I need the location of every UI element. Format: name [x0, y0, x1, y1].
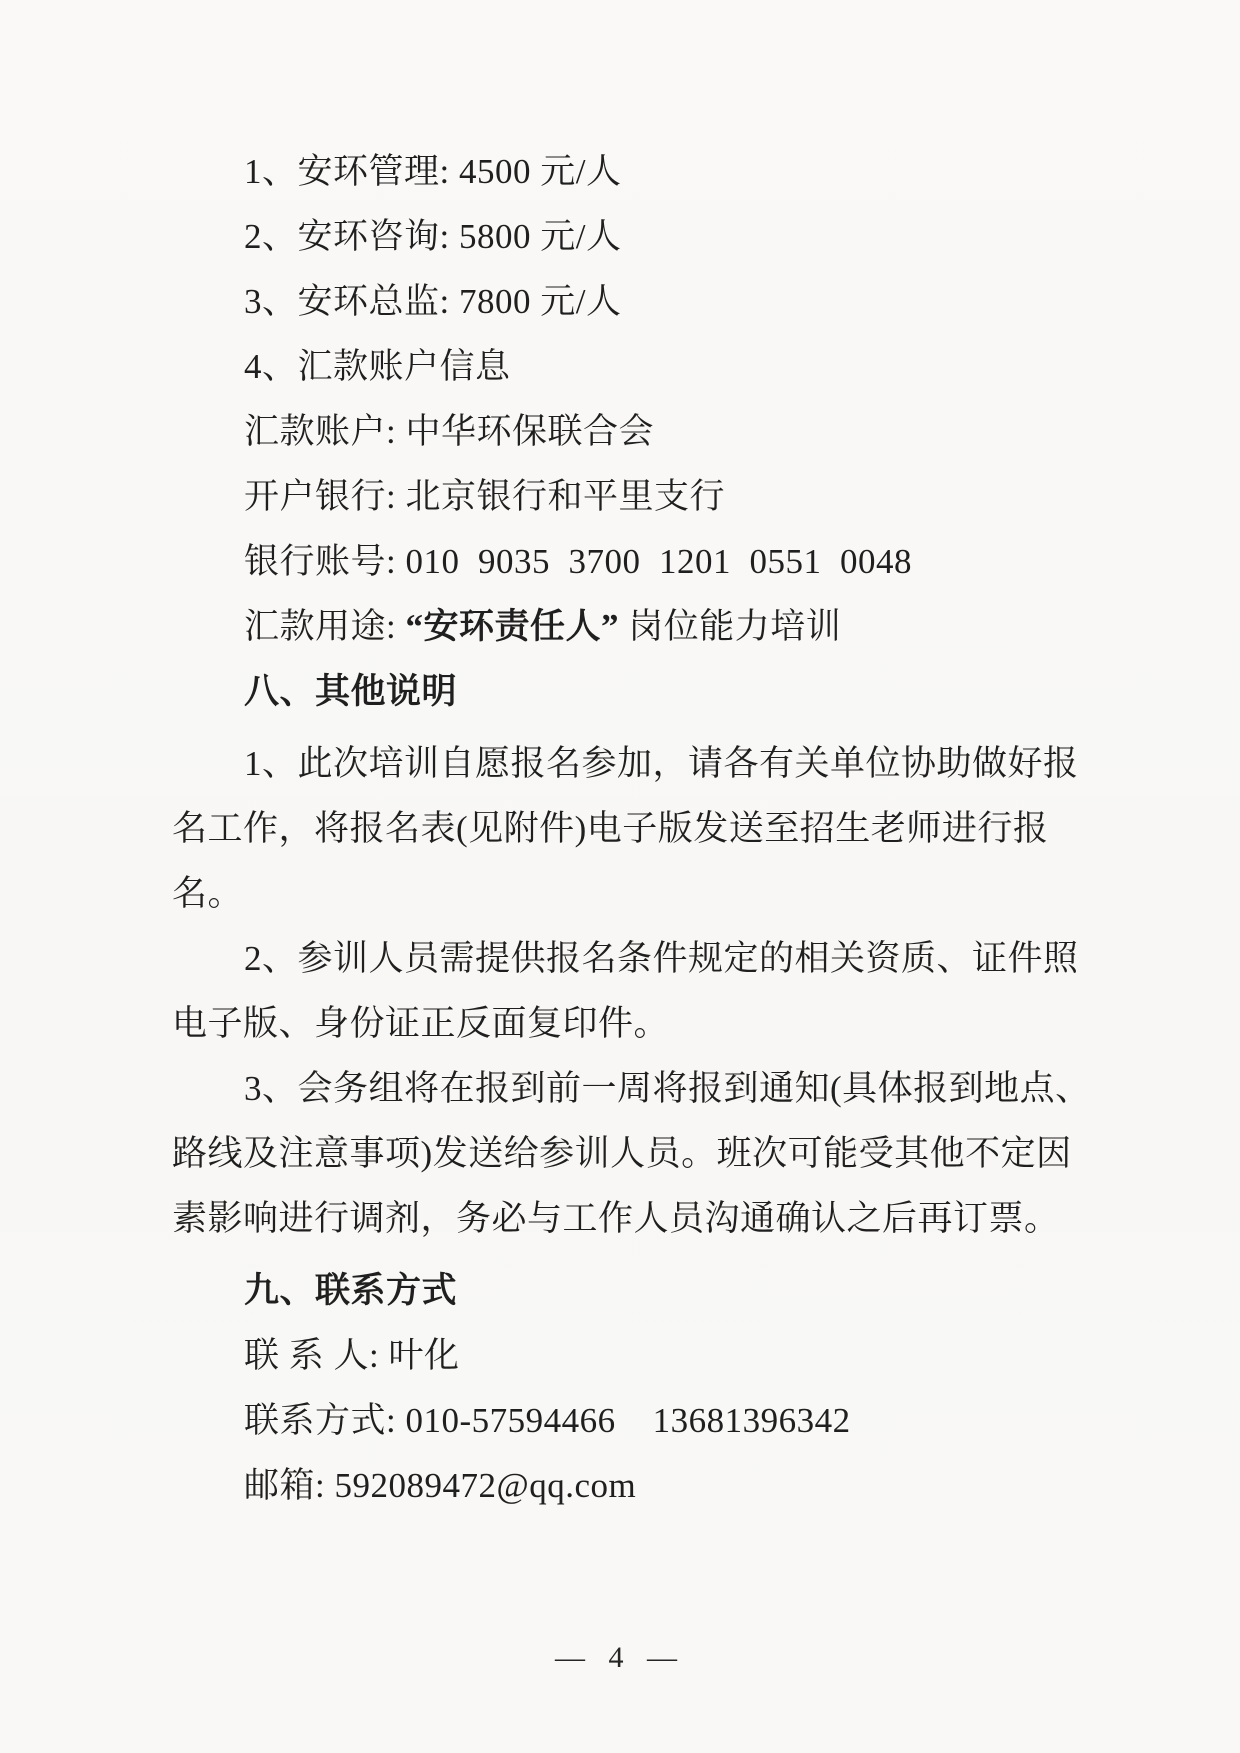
remittance-purpose-line [172, 594, 1072, 659]
page-number: — 4 — [555, 1641, 685, 1674]
remittance-purpose-quoted: “安环责任人” [405, 607, 619, 646]
contact-email-line: 邮箱: 592089472@qq.com [244, 1466, 637, 1505]
remittance-purpose-label: 汇款用途: [244, 607, 406, 646]
note-1-line-1: 1、此次培训自愿报名参加，请各有关单位协助做好报 [244, 744, 1079, 783]
fee-item-3: 3、安环总监: 7800 元/人 [244, 282, 622, 321]
remittance-purpose-suffix: 岗位能力培训 [619, 607, 842, 646]
note-2-line-1: 2、参训人员需提供报名条件规定的相关资质、证件照 [244, 939, 1079, 978]
fee-item-2: 2、安环咨询: 5800 元/人 [244, 217, 622, 256]
note-3-line-2: 路线及注意事项)发送给参训人员。班次可能受其他不定因 [172, 1134, 1072, 1173]
section-9-heading: 九、联系方式 [244, 1271, 458, 1310]
remittance-account-line: 汇款账户: 中华环保联合会 [244, 412, 654, 451]
document-text-block [172, 139, 1091, 1518]
note-3-line-1: 3、会务组将在报到前一周将报到通知(具体报到地点、 [244, 1069, 1091, 1108]
opening-bank-line: 开户银行: 北京银行和平里支行 [244, 477, 725, 516]
note-1-line-2: 名工作，将报名表(见附件)电子版发送至招生老师进行报 [172, 809, 1049, 848]
note-1-line-3: 名。 [172, 874, 244, 913]
bank-account-number-line: 银行账号: 010 9035 3700 1201 0551 0048 [244, 542, 912, 581]
fee-item-1: 1、安环管理: 4500 元/人 [244, 152, 622, 191]
note-2-line-2: 电子版、身份证正反面复印件。 [172, 1004, 670, 1043]
note-3-line-3: 素影响进行调剂，务必与工作人员沟通确认之后再订票。 [172, 1199, 1060, 1238]
remittance-info-heading: 4、汇款账户信息 [244, 347, 511, 386]
contact-phone-line: 联系方式: 010-57594466 13681396342 [244, 1401, 851, 1440]
contact-person-line: 联 系 人: 叶化 [244, 1336, 460, 1375]
section-8-heading: 八、其他说明 [244, 672, 458, 711]
